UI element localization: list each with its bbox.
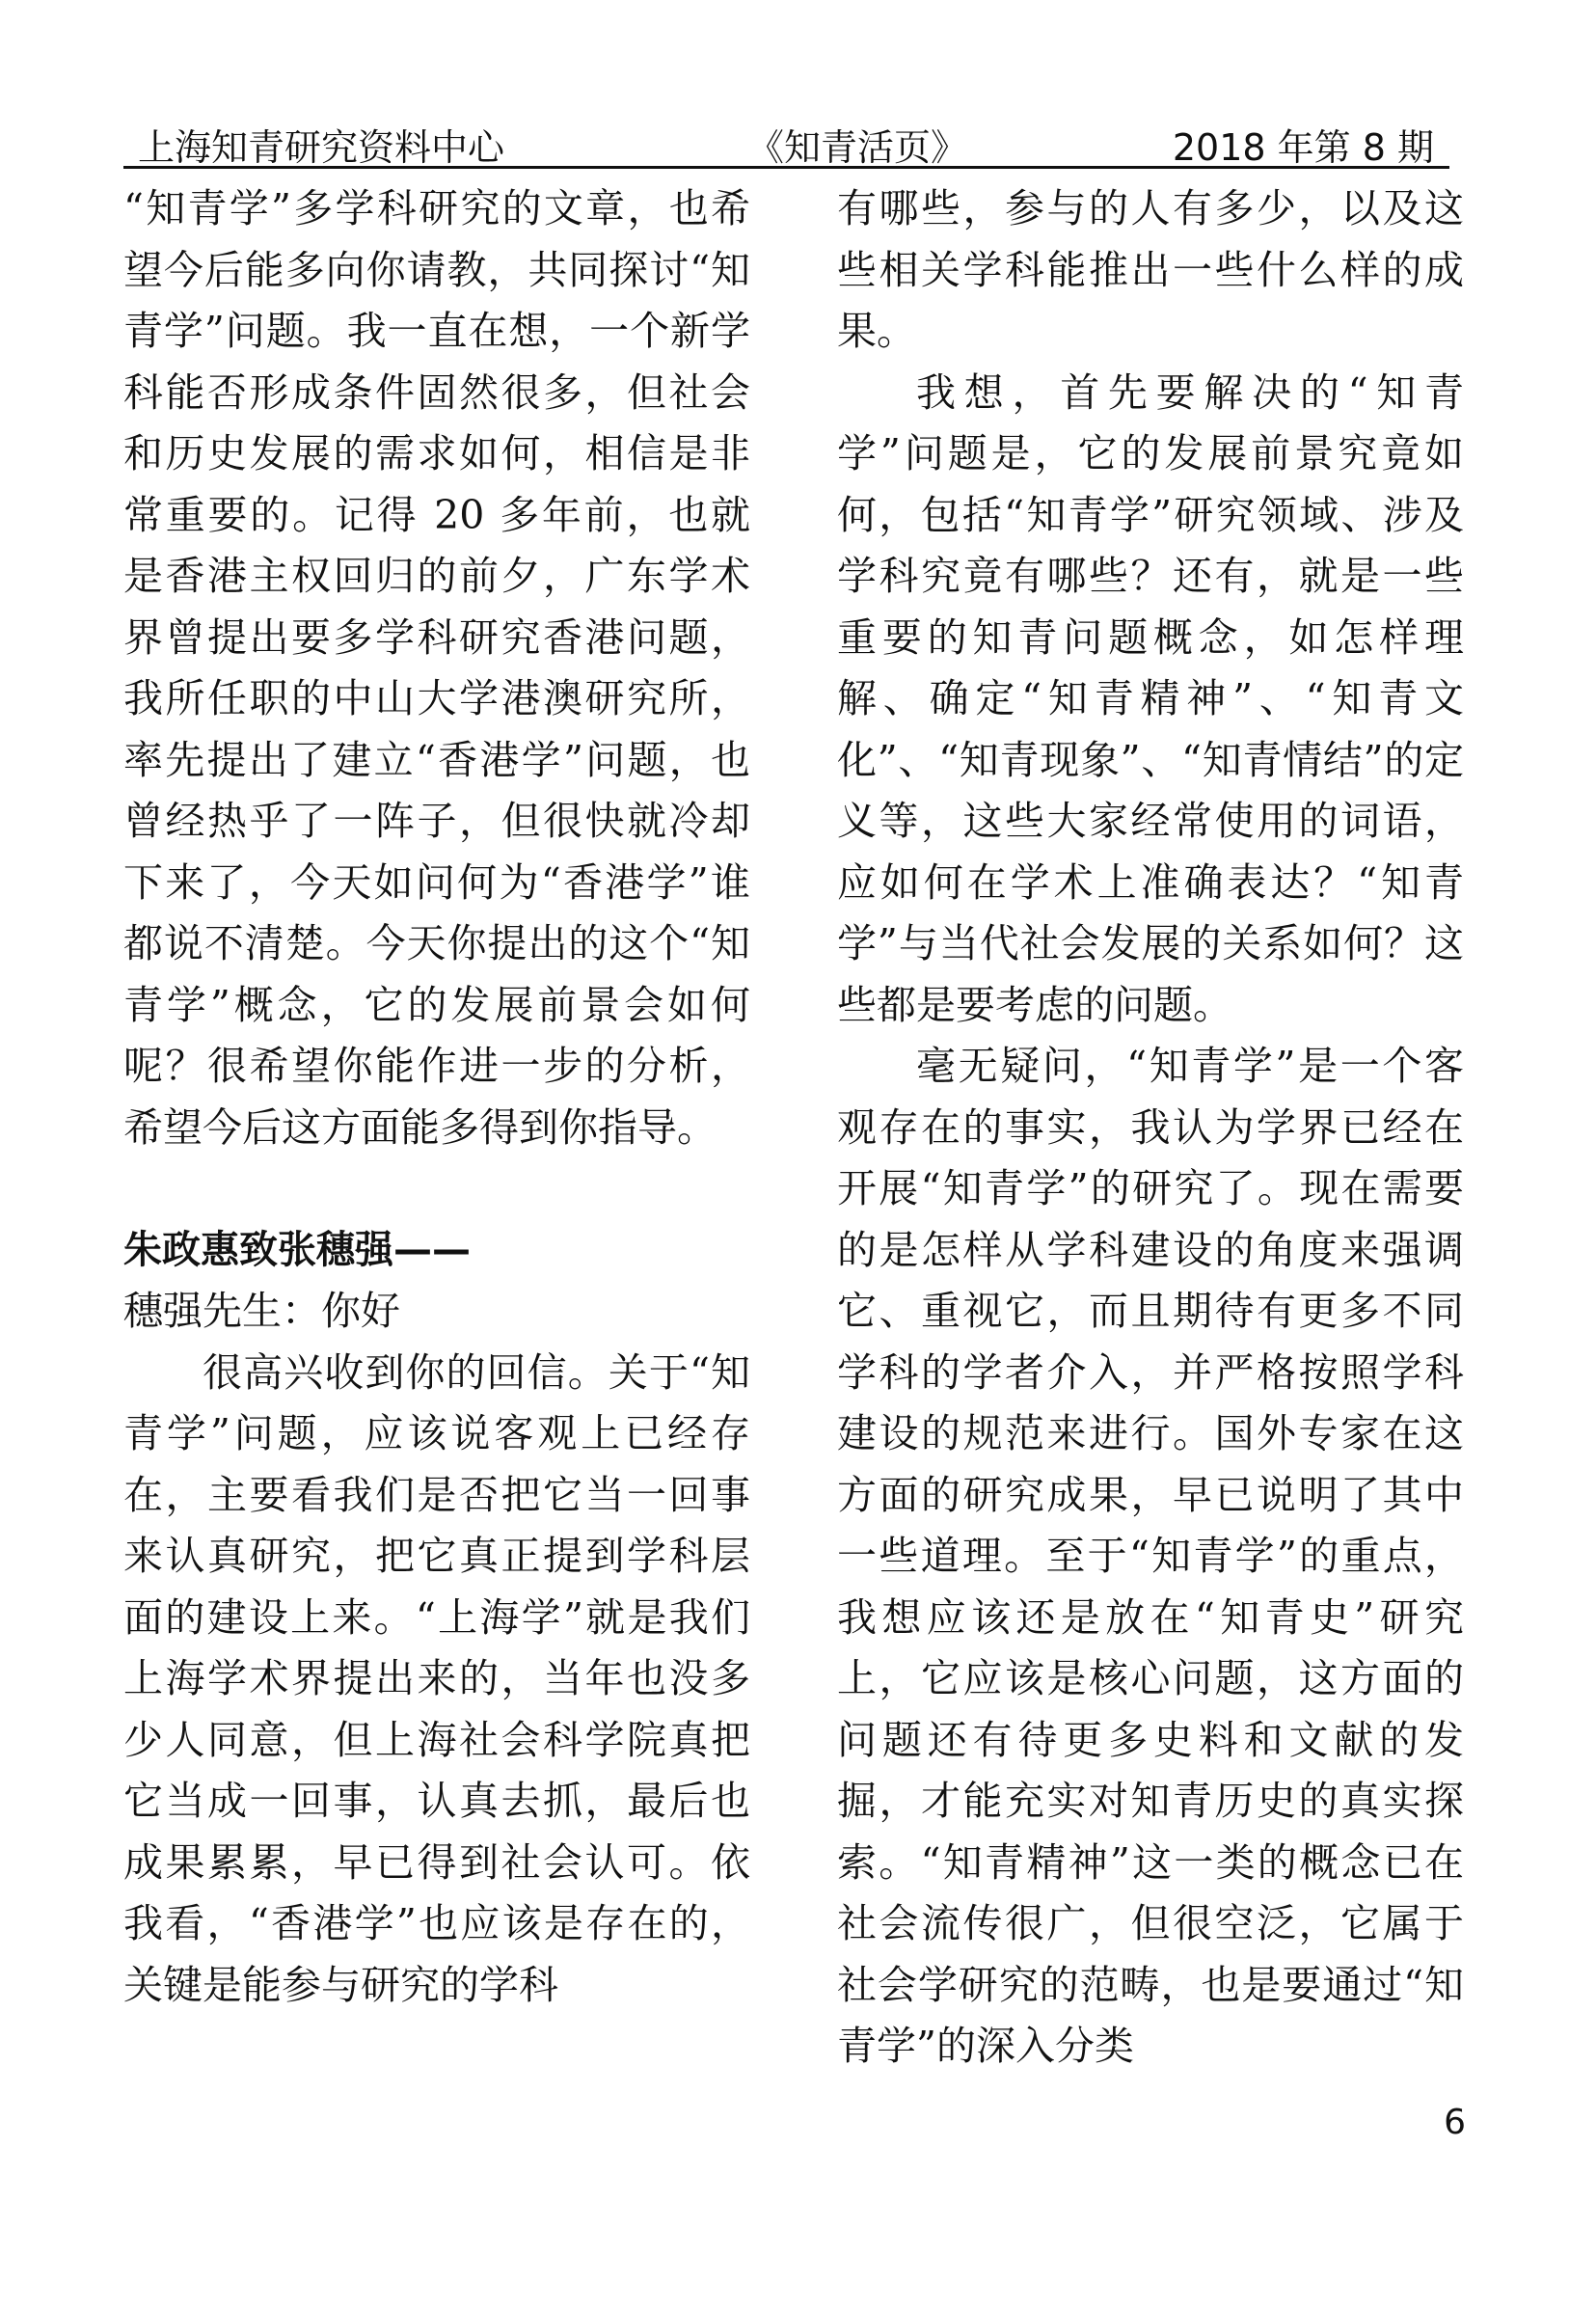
right-column (837, 178, 1464, 2078)
page-number: 6 (1444, 2103, 1466, 2142)
header-publisher: 上海知青研究资料中心 (138, 126, 505, 169)
letter-heading: 朱政惠致张穗强—— (123, 1227, 471, 1272)
left-paragraph-2: 很高兴收到你的回信。关于“知青学”问题，应该说客观上已经存在，主要看我们是否把它当一回事来认真研究，把它真正提到学科层面的建设上来。“上海学”就是我们上海学术界提出来的，当年也没多少人同意，但上海社会科学院真把它当成一回事，认真去抓，最后也成果累累，早已得到社会认可。依我看，“香港学”也应该是存在的，关键是能参与研究的学科 (123, 1348, 750, 2008)
right-paragraph-1: 有哪些，参与的人有多少，以及这些相关学科能推出一些什么样的成果。 (837, 185, 1464, 354)
header-rule (123, 166, 1449, 169)
letter-salutation: 穗强先生：你好 (123, 1288, 400, 1334)
right-paragraph-2: 我想，首先要解决的“知青学”问题是，它的发展前景究竟如何，包括“知青学”研究领域、涉及学科究竟有哪些？还有，就是一些重要的知青问题概念，如怎样理解、确定“知青精神”、“知青文化”、“知青现象”、“知青情结”的定义等，这些大家经常使用的词语，应如何在学术上准确表达？“知青学”与当代社会发展的关系如何？这些都是要考虑的问题。 (837, 368, 1464, 1028)
left-column (123, 178, 750, 2016)
left-paragraph-1: “知青学”多学科研究的文章，也希望今后能多向你请教，共同探讨“知青学”问题。我一直在想，一个新学科能否形成条件固然很多，但社会和历史发展的需求如何，相信是非常重要的。记得 20 多年前，也就是香港主权回归的前夕，广东学术界曾提出要多学科研究香港问题，我所任职的中山大学港澳研究所，率先提出了建立“香港学”问题，也曾经热乎了一阵子，但很快就冷却下来了，今天如问何为“香港学”谁都说不清楚。今天你提出的这个“知青学”概念，它的发展前景会如何呢？很希望你能作进一步的分析，希望今后这方面能多得到你指导。 (123, 185, 750, 1151)
right-paragraph-3: 毫无疑问，“知青学”是一个客观存在的事实，我认为学界已经在开展“知青学”的研究了。现在需要的是怎样从学科建设的角度来强调它、重视它，而且期待有更多不同学科的学者介入，并严格按照学科建设的规范来进行。国外专家在这方面的研究成果，早已说明了其中一些道理。至于“知青学”的重点，我想应该还是放在“知青史”研究上，它应该是核心问题，这方面的问题还有待更多史料和文献的发掘，才能充实对知青历史的真实探索。“知青精神”这一类的概念已在社会流传很广，但很空泛，它属于社会学研究的范畴，也是要通过“知青学”的深入分类 (837, 1043, 1464, 2069)
header-publication-title: 《知青活页》 (747, 126, 968, 169)
paragraph-spacer (123, 1158, 750, 1220)
page-header (130, 114, 1442, 170)
header-issue: 2018 年第 8 期 (1172, 126, 1434, 169)
